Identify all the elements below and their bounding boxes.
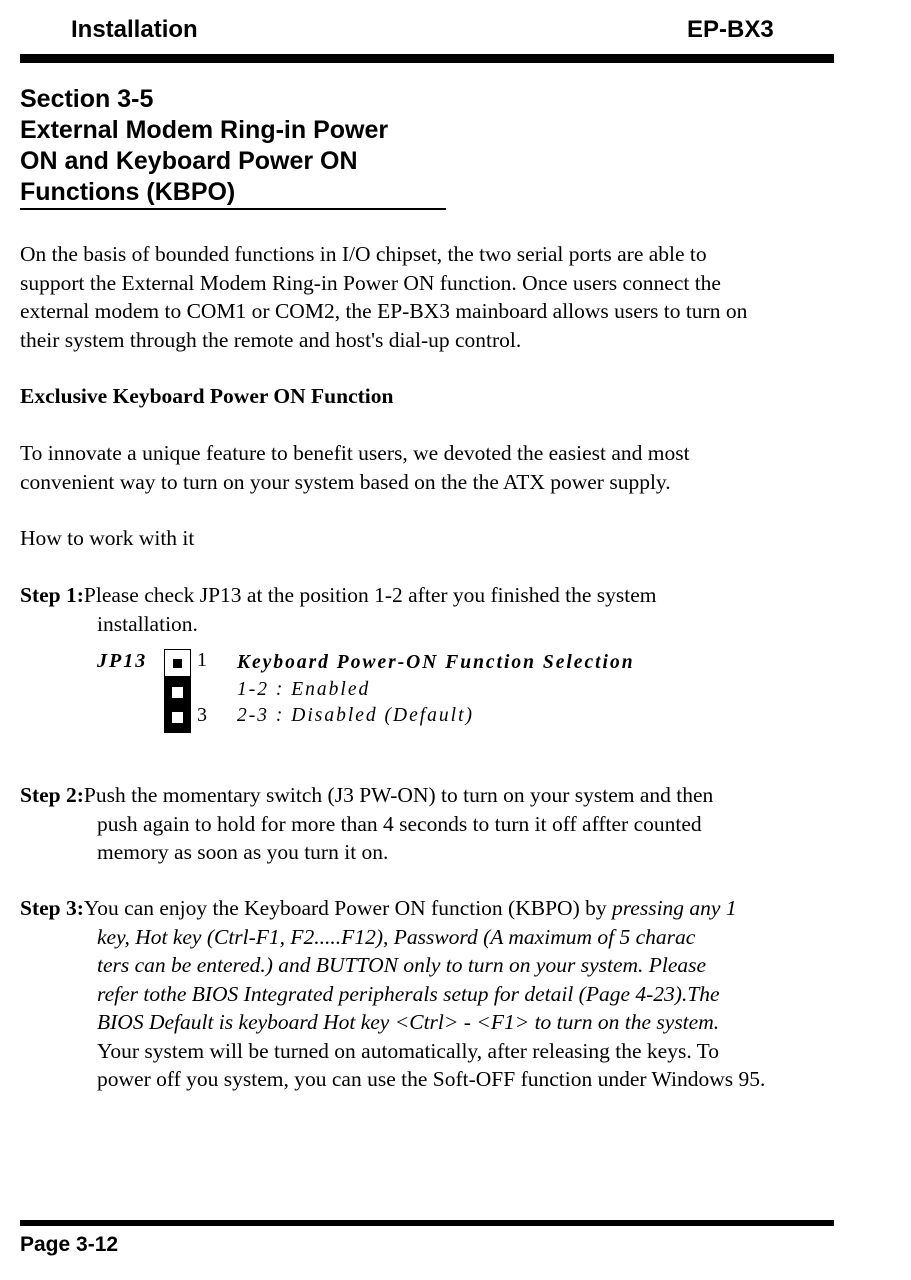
step-3-line: Your system will be turned on automatically, after releasing the keys. To [97,1038,720,1063]
paragraph-line: support the External Modem Ring-in Power ON function. Once users connect the [20,270,721,295]
paragraph-line: To innovate a unique feature to benefit users, we devoted the easiest and most [20,441,690,465]
jumper-option-disabled: 2-3 : Disabled (Default) [237,705,475,726]
step-2-line: push again to hold for more than 4 seconds to turn it off affter counted [97,811,702,836]
step-3 [20,894,765,1094]
paragraph-line: their system through the remote and host's dial-up control. [20,327,522,352]
page-number: Page 3-12 [20,1233,119,1256]
kbpo-intro-paragraph [20,439,690,496]
step-2-text: Push the momentary switch (J3 PW-ON) to turn on your system and then [83,783,714,807]
step-3-text: You can enjoy the Keyboard Power ON function (KBPO) by [83,896,612,920]
step-3-text-italic: pressing any 1 [611,896,737,920]
jumper-pin-number-3: 3 [197,704,207,726]
jumper-pin-1 [165,650,190,676]
step-3-line: BIOS Default is keyboard Hot key <Ctrl> - <F1> to turn on the system. [97,1010,720,1034]
section-title [20,84,388,208]
section-title-line: Functions (KBPO) [20,178,236,206]
paragraph-line: external modem to COM1 or COM2, the EP-BX3 mainboard allows users to turn on [20,299,748,323]
step-2-line [20,781,713,810]
step-2 [20,781,713,867]
jumper-title: Keyboard Power-ON Function Selection [237,652,635,673]
step-3-line: ters can be entered.) and BUTTON only to turn on your system. Please [97,953,707,977]
step-1-line [20,581,657,610]
jumper-option-enabled: 1-2 : Enabled [237,678,371,700]
section-title-line: External Modem Ring-in Power [20,116,389,144]
step-2-line: memory as soon as you turn it on. [97,840,389,864]
header-rule [20,54,834,63]
title-underline [20,208,446,210]
jumper-description [237,650,635,730]
step-1-label: Step 1: [20,583,84,607]
step-3-label: Step 3: [20,896,84,920]
step-1 [20,581,657,638]
header-section-name: Installation [71,16,198,43]
paragraph-line: convenient way to turn on your system based on the the ATX power supply. [20,469,671,494]
jumper-diagram [164,649,191,733]
step-3-line: key, Hot key (Ctrl-F1, F2.....F12), Password (A maximum of 5 charac [97,924,696,949]
pin-square-icon [173,659,182,668]
section-title-line: ON and Keyboard Power ON [20,147,358,175]
step-3-line: power off you system, you can use the Soft-OFF function under Windows 95. [97,1067,766,1091]
section-title-line: Section 3-5 [20,85,154,113]
intro-paragraph [20,240,747,354]
jumper-pin-3 [172,712,183,723]
footer-rule [20,1220,834,1226]
step-2-label: Step 2: [20,783,84,807]
how-to-line: How to work with it [20,526,195,550]
kbpo-heading: Exclusive Keyboard Power ON Function [20,384,394,408]
step-1-line: installation. [97,611,198,636]
step-3-line: refer tothe BIOS Integrated peripherals setup for detail (Page 4-23).The [97,981,720,1006]
step-1-text: Please check JP13 at the position 1-2 after you finished the system [83,583,657,607]
jumper-pin-2 [172,687,183,698]
paragraph-line: On the basis of bounded functions in I/O chipset, the two serial ports are able to [20,242,707,266]
step-3-line [20,894,765,923]
header-model-name: EP-BX3 [687,16,774,43]
jumper-pin-number-1: 1 [197,649,207,671]
jumper-label: JP13 [97,650,148,672]
